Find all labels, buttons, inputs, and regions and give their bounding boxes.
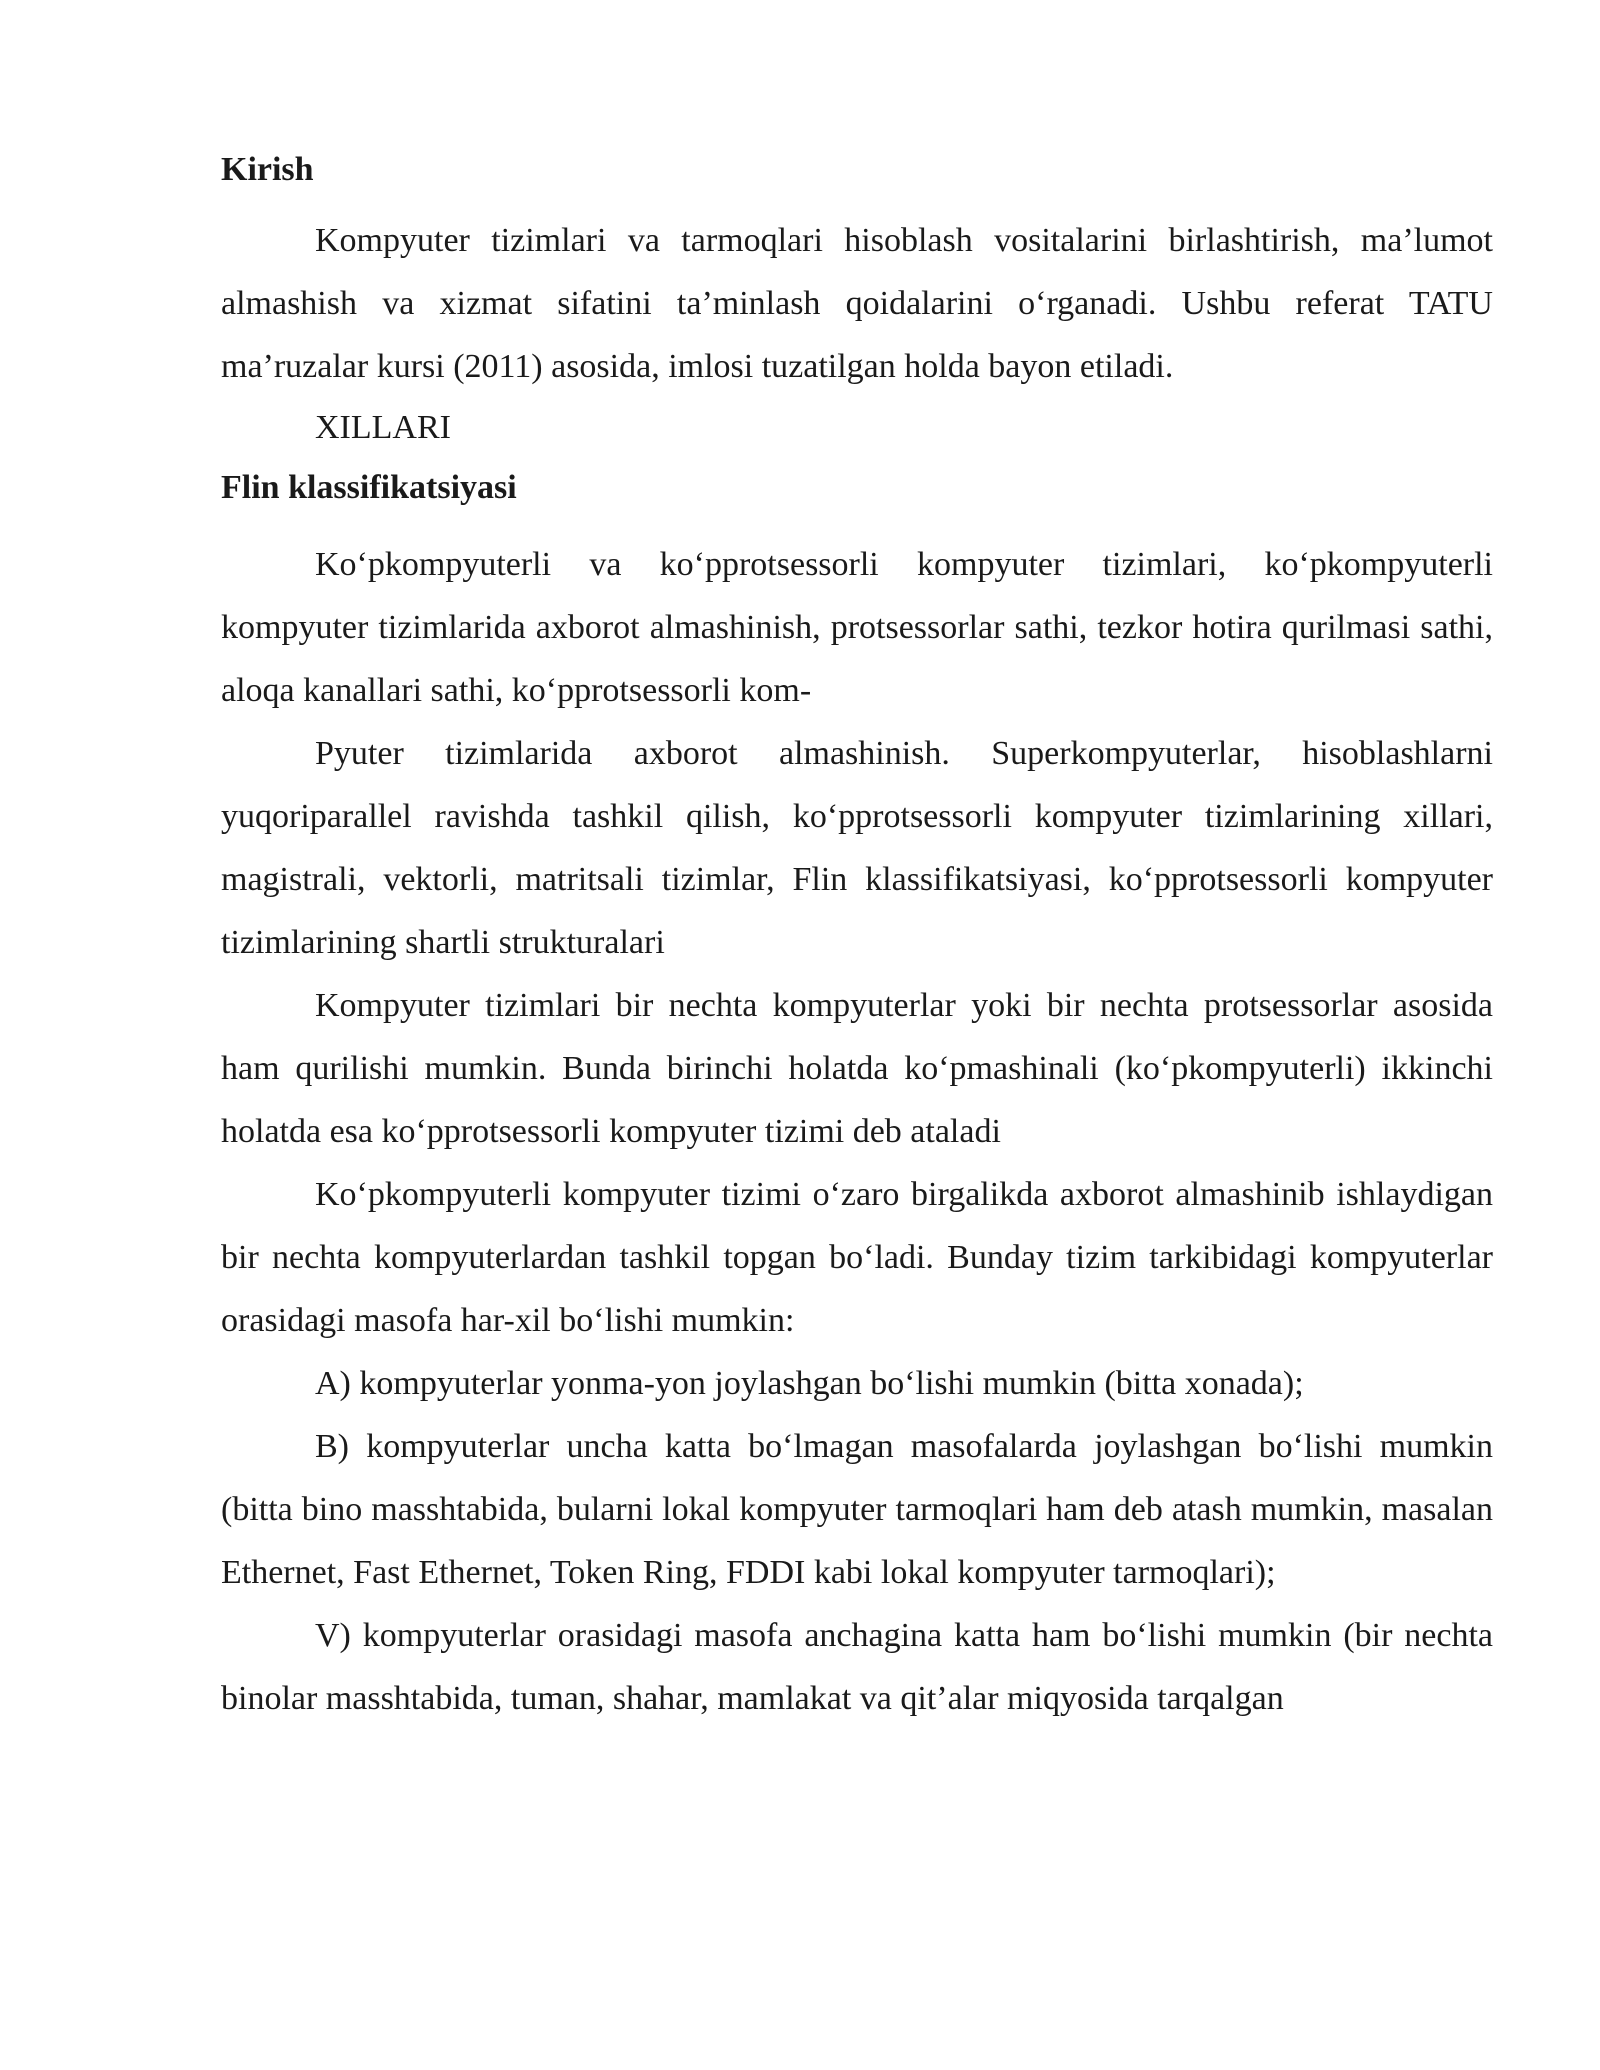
paragraph-kopkompyuterli-tizim: Ko‘pkompyuterli kompyuter tizimi o‘zaro birgalikda axborot almashinib ishlaydigan bir nechta kompyuterlardan tashkil topgan bo‘ladi. Bunday tizim tarkibidagi kompyuterlar orasidagi masofa har-xil bo‘lishi mumkin: — [221, 1176, 1493, 1339]
heading-flin-klassifikatsiyasi: Flin klassifikatsiyasi — [221, 469, 517, 506]
paragraph-multicomputer: Ko‘pkompyuterli va ko‘pprotsessorli kompyuter tizimlari, ko‘pkompyuterli kompyuter tizimlarida axborot almashinish, protsessorlar sathi, tezkor hotira qurilmasi sathi, aloqa kanallari sathi, ko‘pprotsessorli kom- — [221, 546, 1493, 709]
document-page — [221, 140, 1493, 1730]
line-xillari: XILLARI — [315, 409, 451, 446]
paragraph-kompyuter-tizimlari: Kompyuter tizimlari bir nechta kompyuterlar yoki bir nechta protsessorlar asosida ham qurilishi mumkin. Bunda birinchi holatda ko‘pmashinali (ko‘pkompyuterli) ikkinchi holatda esa ko‘pprotsessorli kompyuter tizimi deb ataladi — [221, 987, 1493, 1150]
paragraph-intro: Kompyuter tizimlari va tarmoqlari hisoblash vositalarini birlashtirish, ma’lumot almashish va xizmat sifatini ta’minlash qoidalarini o‘rganadi. Ushbu referat TATU ma’ruzalar kursi (2011) asosida, imlosi tuzatilgan holda bayon etiladi. — [221, 222, 1493, 385]
list-item-v: V) kompyuterlar orasidagi masofa anchagina katta ham bo‘lishi mumkin (bir nechta binolar masshtabida, tuman, shahar, mamlakat va qit’alar miqyosida tarqalgan — [221, 1617, 1493, 1717]
list-item-b: B) kompyuterlar uncha katta bo‘lmagan masofalarda joylashgan bo‘lishi mumkin (bitta bino masshtabida, bularni lokal kompyuter tarmoqlari ham deb atash mumkin, masalan Ethernet, Fast Ethernet, Token Ring, FDDI kabi lokal kompyuter tarmoqlari); — [221, 1428, 1493, 1591]
heading-kirish: Kirish — [221, 151, 314, 188]
paragraph-superkompyuterlar: Pyuter tizimlarida axborot almashinish. Superkompyuterlar, hisoblashlarni yuqoriparallel ravishda tashkil qilish, ko‘pprotsessorli kompyuter tizimlarining xillari, magistrali, vektorli, matritsali tizimlar, Flin klassifikatsiyasi, ko‘pprotsessorli kompyuter tizimlarining shartli strukturalari — [221, 735, 1493, 961]
list-item-a: A) kompyuterlar yonma-yon joylashgan bo‘lishi mumkin (bitta xonada); — [315, 1365, 1304, 1402]
